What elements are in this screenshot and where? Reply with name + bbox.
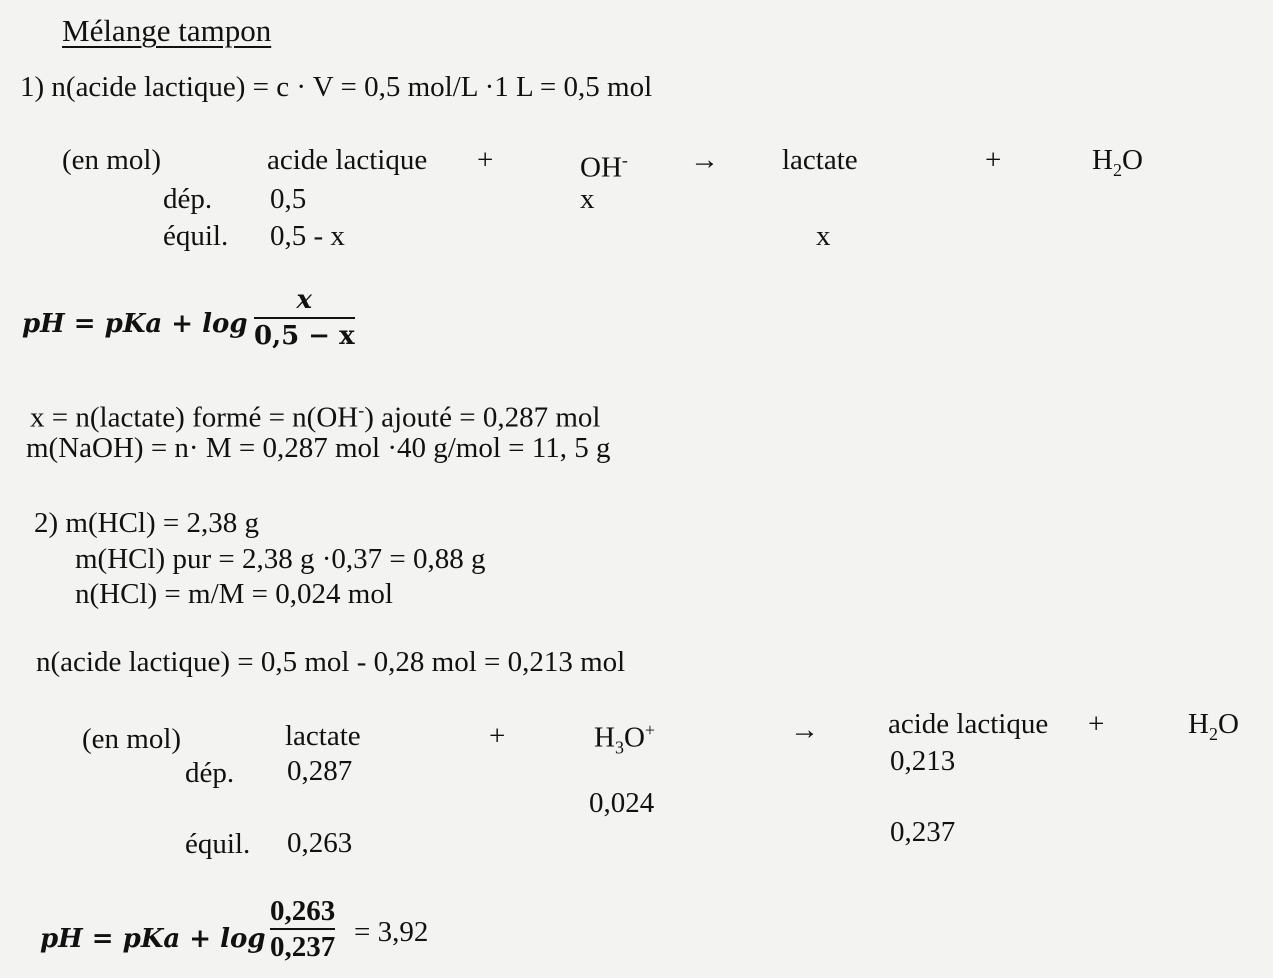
table2-reactant2: $H_3O^+$ <box>594 720 656 758</box>
table1-equil-p1: x <box>816 220 831 252</box>
table1-plus2: + <box>985 144 1002 176</box>
table2-dep-label: dép. <box>185 757 235 789</box>
table2-product1: acide lactique <box>888 708 1049 740</box>
part2-pure-mass-line: m(HCl) pur = 2,38 g ·0,37 = 0,88 g <box>75 543 486 575</box>
table1-equil-r1: 0,5 - x <box>270 220 345 252</box>
formula2-rhs: = 3,92 <box>354 916 429 948</box>
table1-arrow: → <box>690 144 719 176</box>
table2-equil-label: équil. <box>185 828 251 860</box>
part1-x-line: x = n(lactate) formé = n(OH-) ajouté = 0,287 mol <box>30 400 601 434</box>
table1-reactant1: acide lactique <box>267 144 428 176</box>
table2-mid-r2: 0,024 <box>589 787 655 819</box>
formula2-numerator: 0,263 <box>270 895 336 927</box>
part1-mass-line: m(NaOH) = n· M = 0,287 mol ·40 g/mol = 11, 5 g <box>26 432 611 464</box>
table1-dep-r2: x <box>580 183 595 215</box>
formula2-fraction <box>270 894 335 964</box>
table1-equil-label: équil. <box>163 220 229 252</box>
table1-product2: $H_2O$ <box>1092 144 1143 180</box>
formula1-denominator: 0,5 − x <box>254 321 355 351</box>
table2-equil-r1: 0,263 <box>287 827 353 859</box>
table1-unit: (en mol) <box>62 144 162 176</box>
table1-dep-r1: 0,5 <box>270 183 307 215</box>
part2-moles-acid-line: n(acide lactique) = 0,5 mol - 0,28 mol = 0,213 mol <box>36 646 626 678</box>
formula1-fraction <box>254 283 355 353</box>
formula2-lhs: pH = pKa + log <box>40 924 266 954</box>
part1-moles-line: 1) n(acide lactique) = c · V = 0,5 mol/L ·1 L = 0,5 mol <box>20 71 653 103</box>
table2-unit: (en mol) <box>82 723 182 755</box>
table2-product2: $H_2O$ <box>1188 708 1239 744</box>
formula1-numerator: x <box>296 285 313 315</box>
page-title: Mélange tampon <box>62 13 272 48</box>
table1-reactant2: OH- <box>580 150 628 184</box>
part2-mass-line: 2) m(HCl) = 2,38 g <box>34 507 259 539</box>
table2-arrow: → <box>790 714 819 746</box>
table1-plus1: + <box>477 144 494 176</box>
table2-dep-r1: 0,287 <box>287 755 353 787</box>
table2-dep-p1: 0,213 <box>890 745 956 777</box>
table1-dep-label: dép. <box>163 183 213 215</box>
table1-product1: lactate <box>782 144 858 176</box>
table2-plus2: + <box>1088 708 1105 740</box>
formula1-lhs: pH = pKa + log <box>22 309 248 339</box>
formula2-denominator: 0,237 <box>270 931 336 963</box>
part2-moles-hcl-line: n(HCl) = m/M = 0,024 mol <box>75 578 393 610</box>
table2-plus1: + <box>489 720 506 752</box>
table2-reactant1: lactate <box>285 720 361 752</box>
table2-equil-p1: 0,237 <box>890 816 956 848</box>
